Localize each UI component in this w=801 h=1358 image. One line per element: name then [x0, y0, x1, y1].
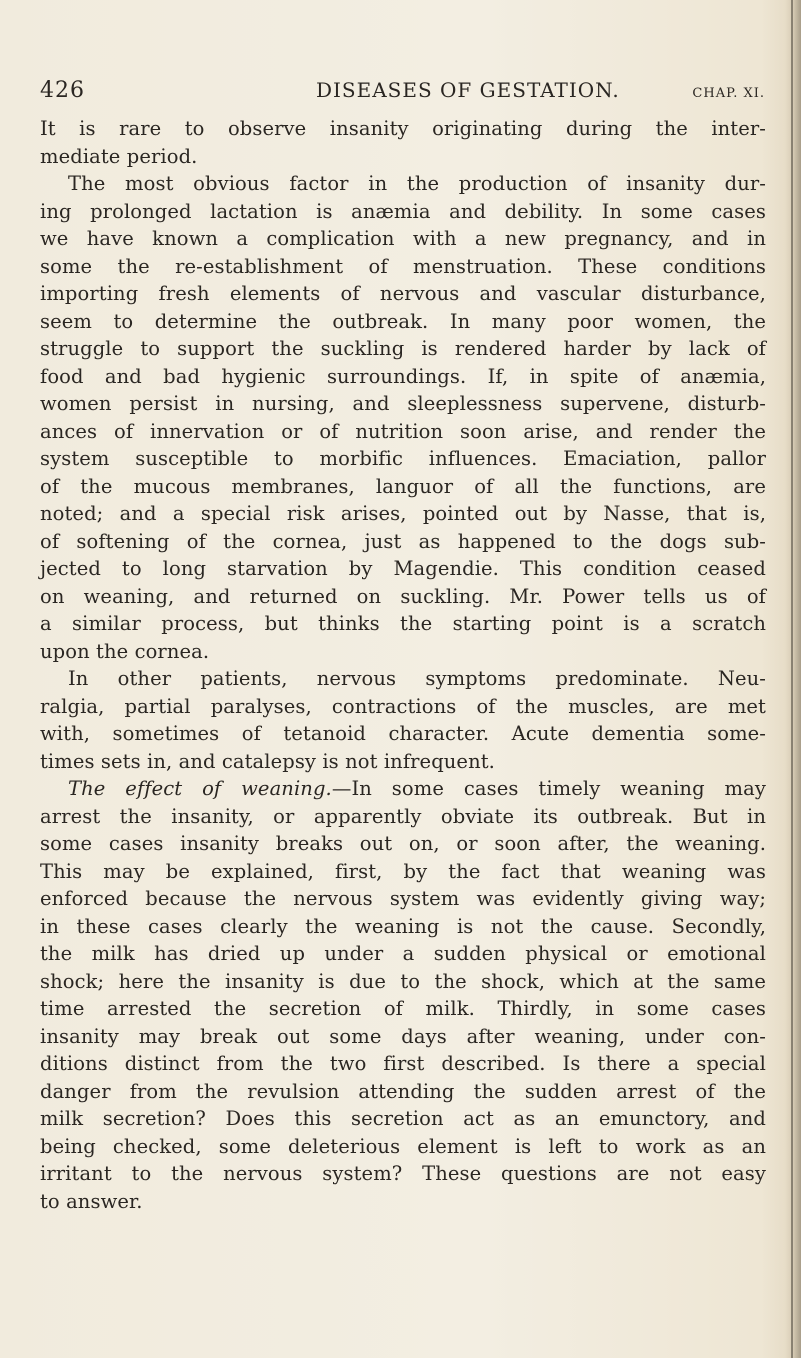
- text-line: danger from the revulsion attending the sudden arrest of the: [40, 1079, 766, 1103]
- text-line: of softening of the cornea, just as happened to the dogs sub-: [40, 529, 766, 553]
- text-line: some cases insanity breaks out on, or soon after, the weaning.: [40, 832, 766, 855]
- text-line: in these cases clearly the weaning is not the cause. Secondly,: [40, 914, 766, 938]
- text-line: In other patients, nervous symptoms predominate. Neu-: [68, 667, 766, 690]
- page-header: [40, 78, 765, 112]
- text-line: seem to determine the outbreak. In many poor women, the: [40, 309, 766, 333]
- text-line: It is rare to observe insanity originating during the inter-: [40, 117, 766, 140]
- text-line: ances of innervation or of nutrition soon arise, and render the: [40, 419, 766, 443]
- text-line: noted; and a special risk arises, pointed out by Nasse, that is,: [40, 502, 766, 525]
- text-line: times sets in, and catalepsy is not infrequent.: [40, 749, 495, 773]
- text-line: of the mucous membranes, languor of all the functions, are: [40, 474, 766, 498]
- text-line: the milk has dried up under a sudden physical or emotional: [40, 942, 766, 965]
- text-line: food and bad hygienic surroundings. If, in spite of anæmia,: [40, 364, 766, 388]
- text-line: shock; here the insanity is due to the shock, which at the same: [40, 969, 766, 993]
- text-line: jected to long starvation by Magendie. This condition ceased: [40, 557, 766, 580]
- text-line: system susceptible to morbific influences. Emaciation, pallor: [40, 447, 766, 470]
- text-line: importing fresh elements of nervous and vascular disturbance,: [40, 282, 766, 305]
- text-line: time arrested the secretion of milk. Thirdly, in some cases: [40, 997, 766, 1020]
- text-line: women persist in nursing, and sleeplessness supervene, disturb-: [40, 392, 766, 415]
- text-line: irritant to the nervous system? These questions are not easy: [40, 1162, 766, 1185]
- text-line-with-heading: [40, 775, 766, 803]
- page-number: 426: [40, 78, 85, 103]
- text-line: ditions distinct from the two first described. Is there a special: [40, 1052, 766, 1075]
- text-line: being checked, some deleterious element is left to work as an: [40, 1134, 766, 1158]
- text-line: The most obvious factor in the production of insanity dur-: [68, 172, 766, 195]
- text-line: we have known a complication with a new pregnancy, and in: [40, 227, 766, 250]
- text-line: some the re-establishment of menstruation. These conditions: [40, 254, 766, 278]
- section-heading: The effect of weaning.: [68, 777, 332, 800]
- text-line: This may be explained, first, by the fact that weaning was: [40, 859, 766, 883]
- text-line: ralgia, partial paralyses, contractions of the muscles, are met: [40, 694, 766, 718]
- running-title: DISEASES OF GESTATION.: [316, 78, 620, 102]
- text-line: ing prolonged lactation is anæmia and debility. In some cases: [40, 199, 766, 223]
- page-edge-line: [791, 0, 793, 1358]
- text-line: enforced because the nervous system was evidently giving way;: [40, 887, 766, 910]
- text-line: upon the cornea.: [40, 639, 210, 663]
- text-line: with, sometimes of tetanoid character. Acute dementia some-: [40, 722, 766, 745]
- text-line: milk secretion? Does this secretion act as an emunctory, and: [40, 1107, 766, 1130]
- text-line: to answer.: [40, 1189, 143, 1213]
- text-line: a similar process, but thinks the starting point is a scratch: [40, 612, 766, 635]
- text-line: arrest the insanity, or apparently obviate its outbreak. But in: [40, 804, 766, 828]
- page-edge-shadow: [785, 0, 801, 1358]
- body-text: [40, 115, 766, 1215]
- chapter-label: CHAP. XI.: [692, 86, 765, 101]
- text-line: on weaning, and returned on suckling. Mr. Power tells us of: [40, 584, 766, 608]
- text-line: struggle to support the suckling is rendered harder by lack of: [40, 337, 766, 360]
- text-line: insanity may break out some days after weaning, under con-: [40, 1024, 766, 1048]
- text-line: mediate period.: [40, 144, 198, 168]
- text-line-rest: —In some cases timely weaning may: [331, 777, 766, 800]
